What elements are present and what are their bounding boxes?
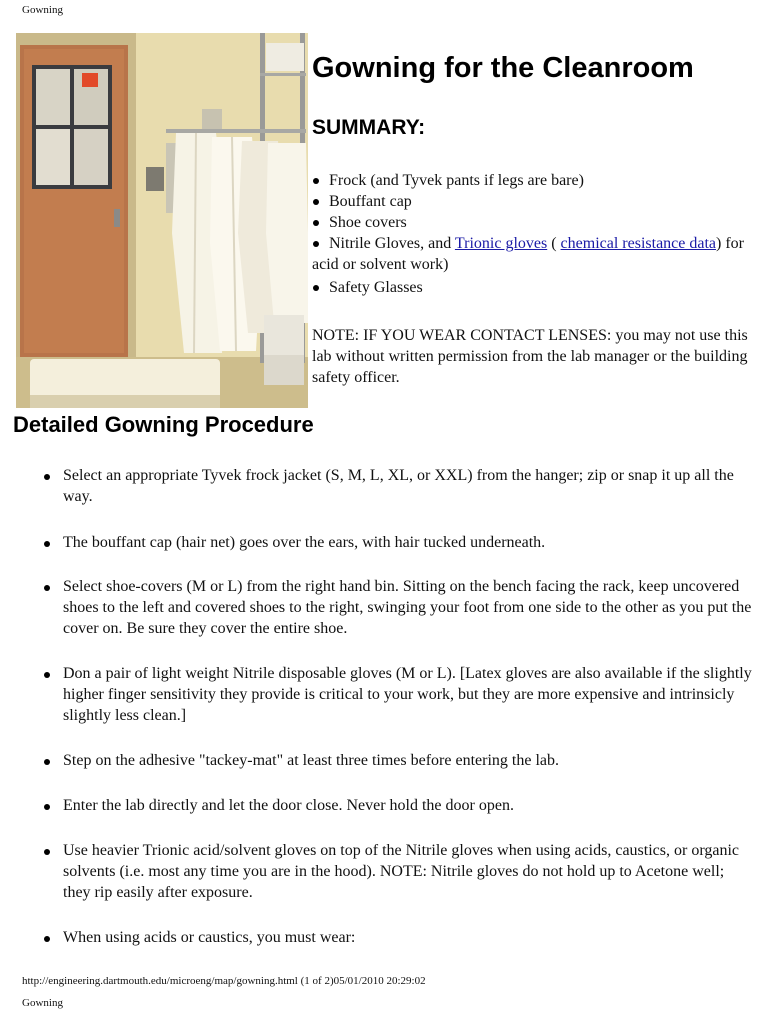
summary-item-cap: Bouffant cap: [312, 191, 752, 212]
gowning-room-illustration: [16, 33, 308, 408]
summary-item-shoe-covers: Shoe covers: [312, 212, 752, 233]
page-title: Gowning for the Cleanroom: [312, 52, 694, 84]
summary-item-frock: Frock (and Tyvek pants if legs are bare): [312, 170, 752, 191]
chemical-resistance-link[interactable]: chemical resistance data: [560, 235, 717, 252]
summary-heading: SUMMARY:: [312, 116, 426, 139]
procedure-step: Step on the adhesive "tackey-mat" at least three times before entering the lab.: [63, 752, 559, 769]
gloves-middle: (: [547, 235, 561, 252]
next-page-header: Gowning: [22, 997, 63, 1009]
summary-item-gloves: [312, 233, 752, 275]
procedure-step: Don a pair of light weight Nitrile disposable gloves (M or L). [Latex gloves are also available if the slightly higher finger sensitivity they provide is critical to your work, but they are more expensive and intrinsicly slightly less clean.]: [63, 663, 755, 726]
procedure-step: The bouffant cap (hair net) goes over the ears, with hair tucked underneath.: [63, 534, 546, 551]
summary-item-glasses: Safety Glasses: [312, 277, 752, 298]
procedure-step: Use heavier Trionic acid/solvent gloves on top of the Nitrile gloves when using acids, caustics, or organic solvents (i.e. most any time you are in the hood). NOTE: Nitrile gloves do not hold up to Acetone well; they rip easily after exposure.: [63, 840, 755, 903]
gowning-room-photo: [16, 33, 308, 408]
gloves-suffix: ) for acid or solvent work): [312, 235, 744, 273]
procedure-step: When using acids or caustics, you must wear:: [63, 929, 356, 946]
procedure-step: Enter the lab directly and let the door close. Never hold the door open.: [63, 797, 514, 814]
summary-list: [312, 170, 752, 298]
gloves-prefix: Nitrile Gloves, and: [329, 235, 455, 252]
contact-lens-note: NOTE: IF YOU WEAR CONTACT LENSES: you may not use this lab without written permission from the lab manager or the building safety officer.: [312, 327, 748, 386]
print-header: Gowning: [22, 4, 63, 16]
procedure-step: Select an appropriate Tyvek frock jacket (S, M, L, XL, or XXL) from the hanger; zip or snap it up all the way.: [63, 465, 755, 507]
detail-heading: Detailed Gowning Procedure: [13, 412, 314, 437]
trionic-gloves-link[interactable]: Trionic gloves: [454, 235, 548, 252]
procedure-step: Select shoe-covers (M or L) from the right hand bin. Sitting on the bench facing the rack, keep uncovered shoes to the left and covered shoes to the right, swinging your foot from one side to the other as you put the cover on. Be sure they cover the entire shoe.: [63, 576, 755, 639]
footer-url: http://engineering.dartmouth.edu/microeng/map/gowning.html (1 of 2)05/01/2010 20:29:02: [22, 975, 426, 987]
